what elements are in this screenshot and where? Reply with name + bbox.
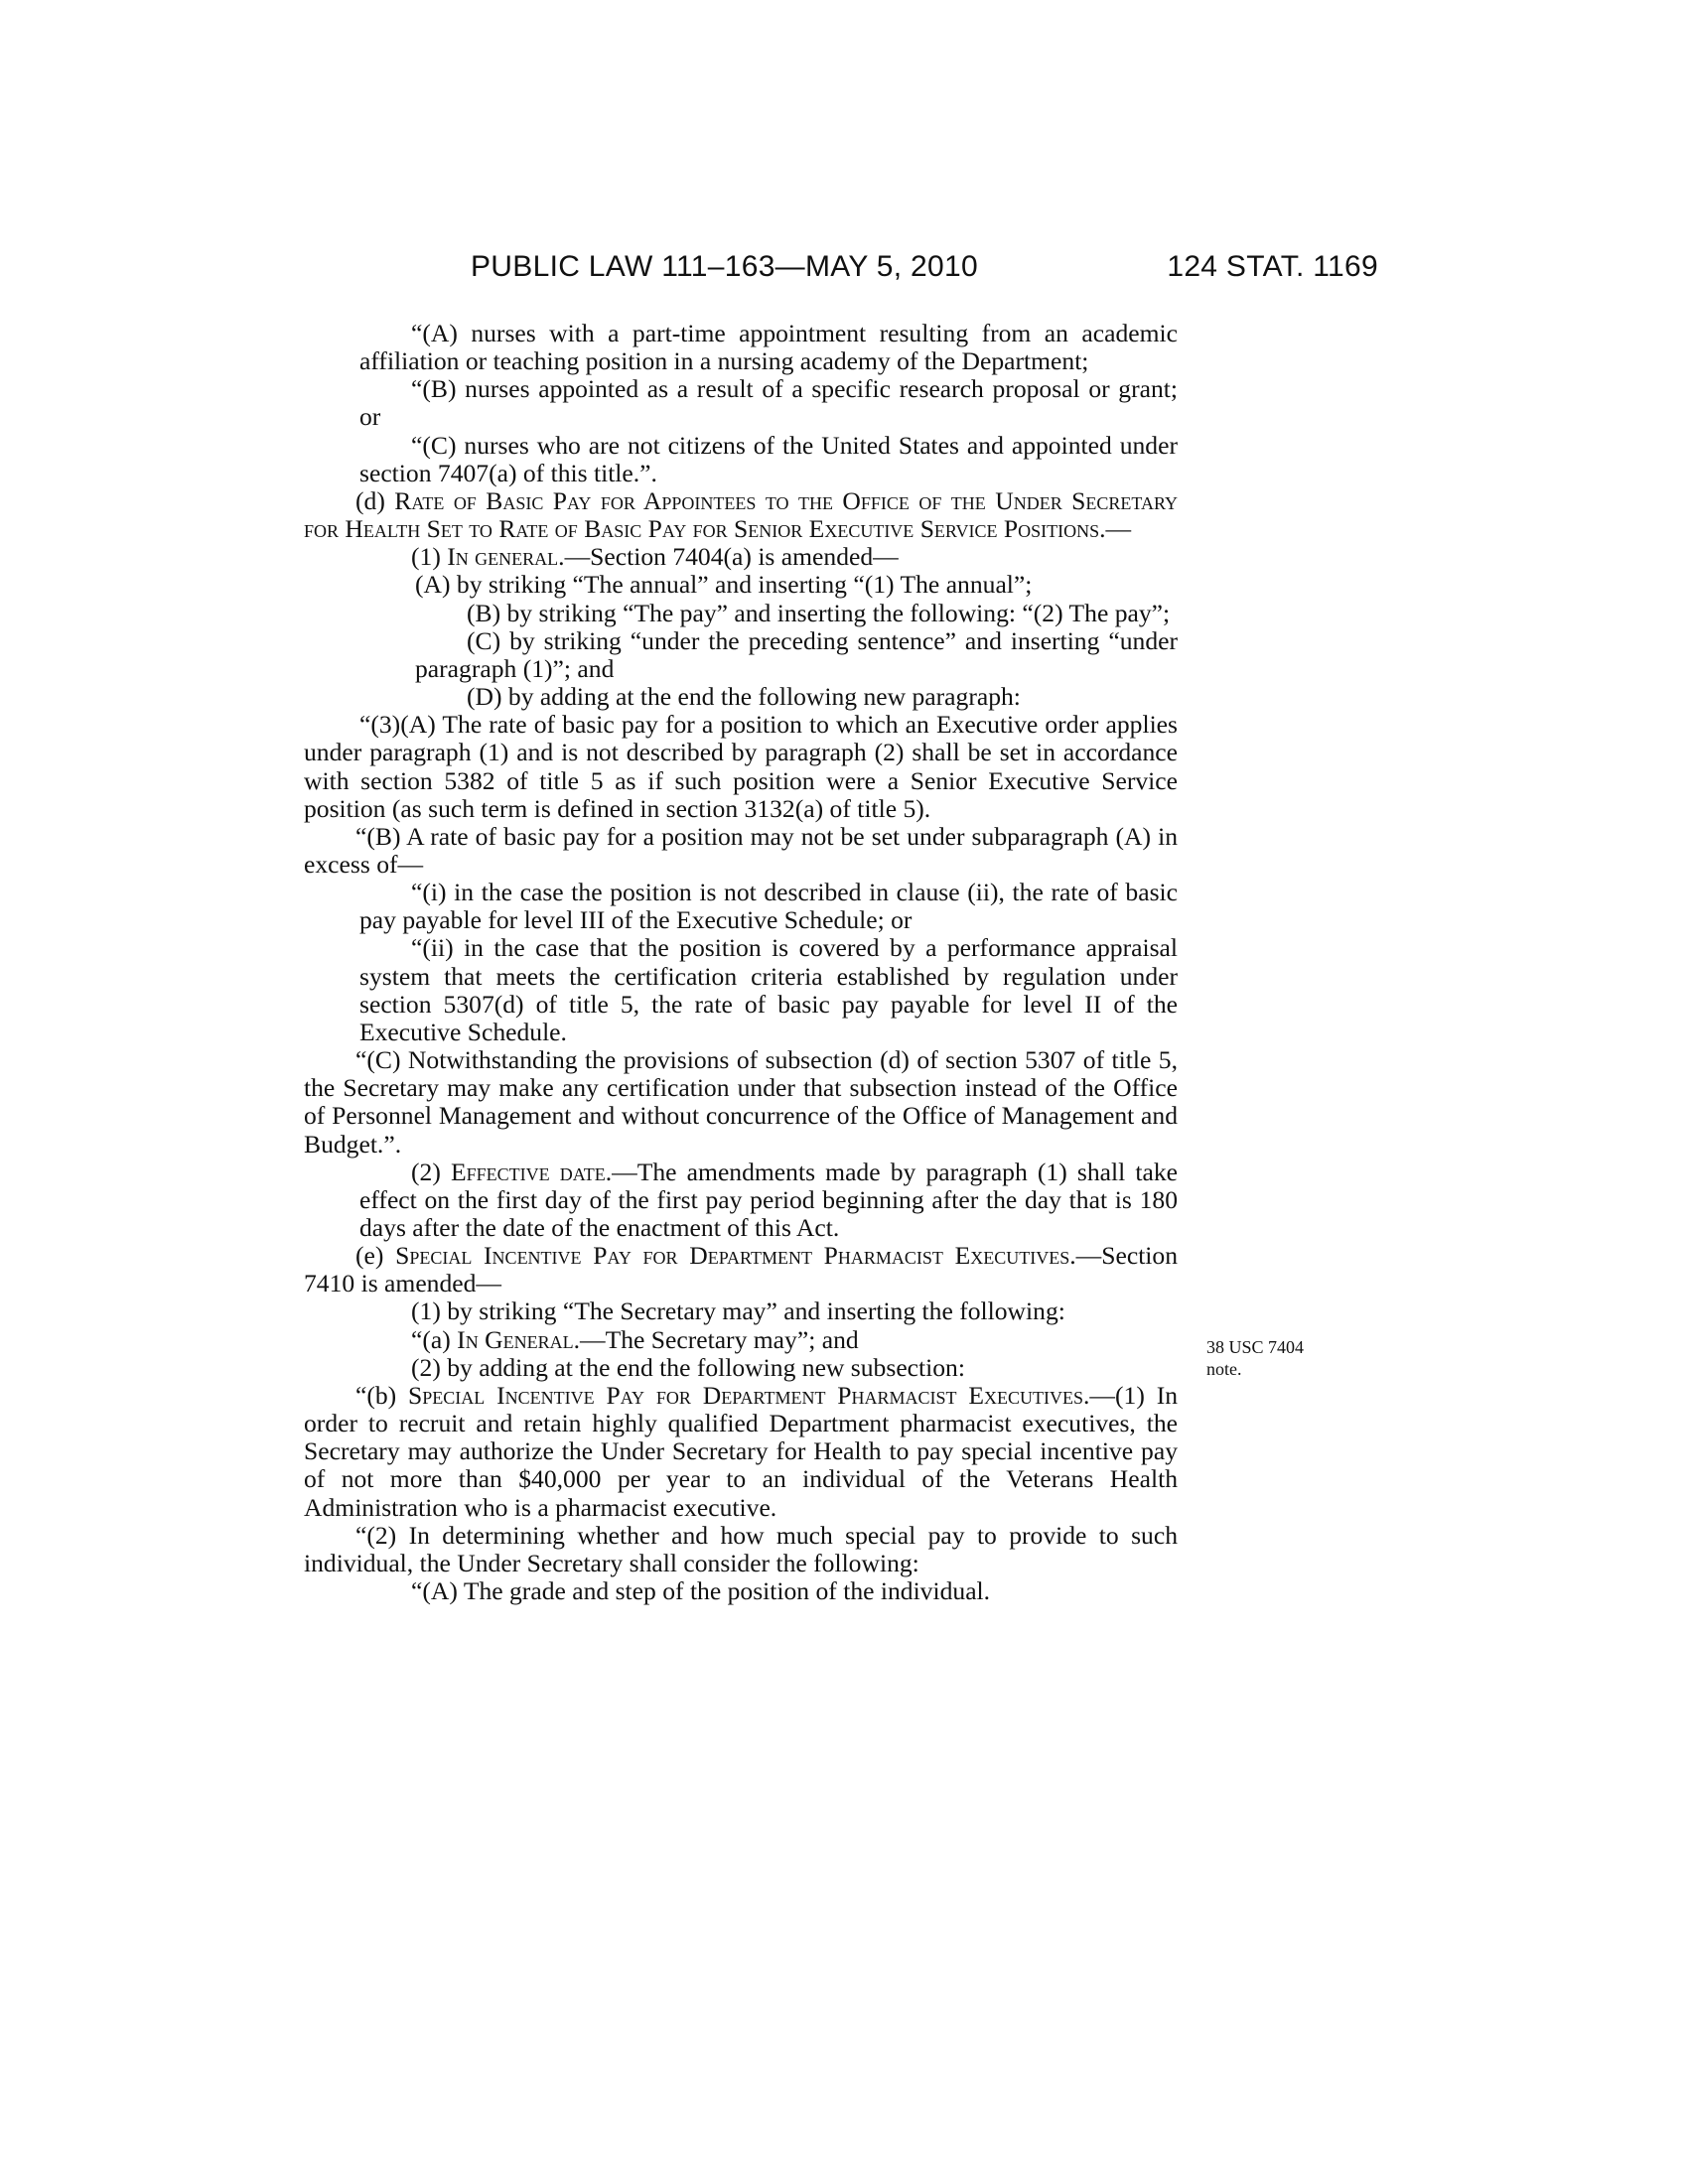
margin-note-citation: 38 USC 7404 [1206, 1337, 1305, 1357]
paragraph-qb2: “(2) In determining whether and how much special pay to provide to such individual, the Under Secretary shall consider the following: [304, 1520, 1178, 1577]
paragraph-d1-b: (B) by striking “The pay” and inserting the following: “(2) The pay”; [467, 598, 1171, 627]
paragraph-q3b-i: “(i) in the case the position is not described in clause (ii), the rate of basic pay payable for level III of the Executive Schedule; or [359, 878, 1178, 935]
paragraph-d1-in-general: (1) In general.—Section 7404(a) is amended— [411, 542, 899, 572]
paragraph-d1-c: (C) by striking “under the preceding sentence” and inserting “under paragraph (1)”; and [415, 625, 1178, 683]
paragraph-e2: (2) by adding at the end the following new subsection: [411, 1352, 965, 1382]
paragraph-d1-a: (A) by striking “The annual” and inserting “(1) The annual”; [415, 570, 1033, 600]
margin-note [1206, 1336, 1326, 1380]
paragraph-d1-d: (D) by adding at the end the following new paragraph: [467, 682, 1021, 712]
paragraph-e1-quote: “(a) In General.—The Secretary may”; and [411, 1324, 859, 1354]
subsection-d-heading: (d) Rate of Basic Pay for Appointees to the Office of the Under Secretary for Health Set to Rate of Basic Pay for Senior Executive Service Positions.— [304, 485, 1178, 544]
paragraph-nurses-c: “(C) nurses who are not citizens of the United States and appointed under section 7407(a) of this title.”. [359, 430, 1178, 487]
paragraph-q3b-ii: “(ii) in the case that the position is covered by a performance appraisal system that meets the certification criteria established by regulation under section 5307(d) of title 5, the rate of basic pay payable for level II of the Executive Schedule. [359, 933, 1178, 1046]
subsection-e-caption: Special Incentive Pay for Department Pharmacist Executives. [395, 1241, 1076, 1271]
d2-caption: Effective date. [450, 1157, 613, 1186]
e1-quote-caption: In General. [457, 1324, 580, 1354]
subsection-d-caption: Rate of Basic Pay for Appointees to the Office of the Under Secretary for Health Set to Rate of Basic Pay for Senior Executive Service Positions. [304, 485, 1178, 544]
paragraph-e1: (1) by striking “The Secretary may” and inserting the following: [411, 1297, 1065, 1326]
running-head [304, 250, 1378, 290]
d1-caption: In general. [447, 542, 565, 572]
statute-citation: 124 STAT. 1169 [1167, 250, 1378, 283]
paragraph-q3c: “(C) Notwithstanding the provisions of subsection (d) of section 5307 of title 5, the Secretary may make any certification under that subsection instead of the Office of Personnel Management and without concurrence of the Office of Management and Budget.”. [304, 1045, 1178, 1159]
paragraph-nurses-a: “(A) nurses with a part-time appointment resulting from an academic affiliation or teaching position in a nursing academy of the Department; [359, 319, 1178, 376]
paragraph-q3a: “(3)(A) The rate of basic pay for a position to which an Executive order applies under paragraph (1) and is not described by paragraph (2) shall be set in accordance with section 5382 of title 5 as if such position were a Senior Executive Service position (as such term is defined in section 3132(a) of title 5). [304, 710, 1178, 823]
margin-note-label: note. [1206, 1359, 1242, 1379]
paragraph-q3b: “(B) A rate of basic pay for a position may not be set under subparagraph (A) in excess of— [304, 821, 1178, 879]
paragraph-qb1: “(b) Special Incentive Pay for Department Pharmacist Executives.—(1) In order to recruit and retain highly qualified Department pharmacist executives, the Secretary may authorize the Under Secretary for Health to pay special incentive pay of not more than $40,000 per year to an individual of the Veterans Health Administration who is a pharmacist executive. [304, 1380, 1179, 1522]
body-text [304, 320, 1178, 1605]
law-title: PUBLIC LAW 111–163—MAY 5, 2010 [471, 250, 978, 283]
paragraph-qb2-a: “(A) The grade and step of the position of the individual. [411, 1576, 991, 1606]
paragraph-d2-effective-date: (2) Effective date.—The amendments made by paragraph (1) shall take effect on the first day of the first pay period beginning after the day that is 180 days after the date of the enactment of this Act. [359, 1157, 1178, 1242]
paragraph-nurses-b: “(B) nurses appointed as a result of a specific research proposal or grant; or [359, 374, 1178, 432]
subsection-e-heading: (e) Special Incentive Pay for Department Pharmacist Executives.—Section 7410 is amended— [304, 1241, 1179, 1298]
qb1-caption: Special Incentive Pay for Department Pharmacist Executives. [408, 1380, 1090, 1410]
